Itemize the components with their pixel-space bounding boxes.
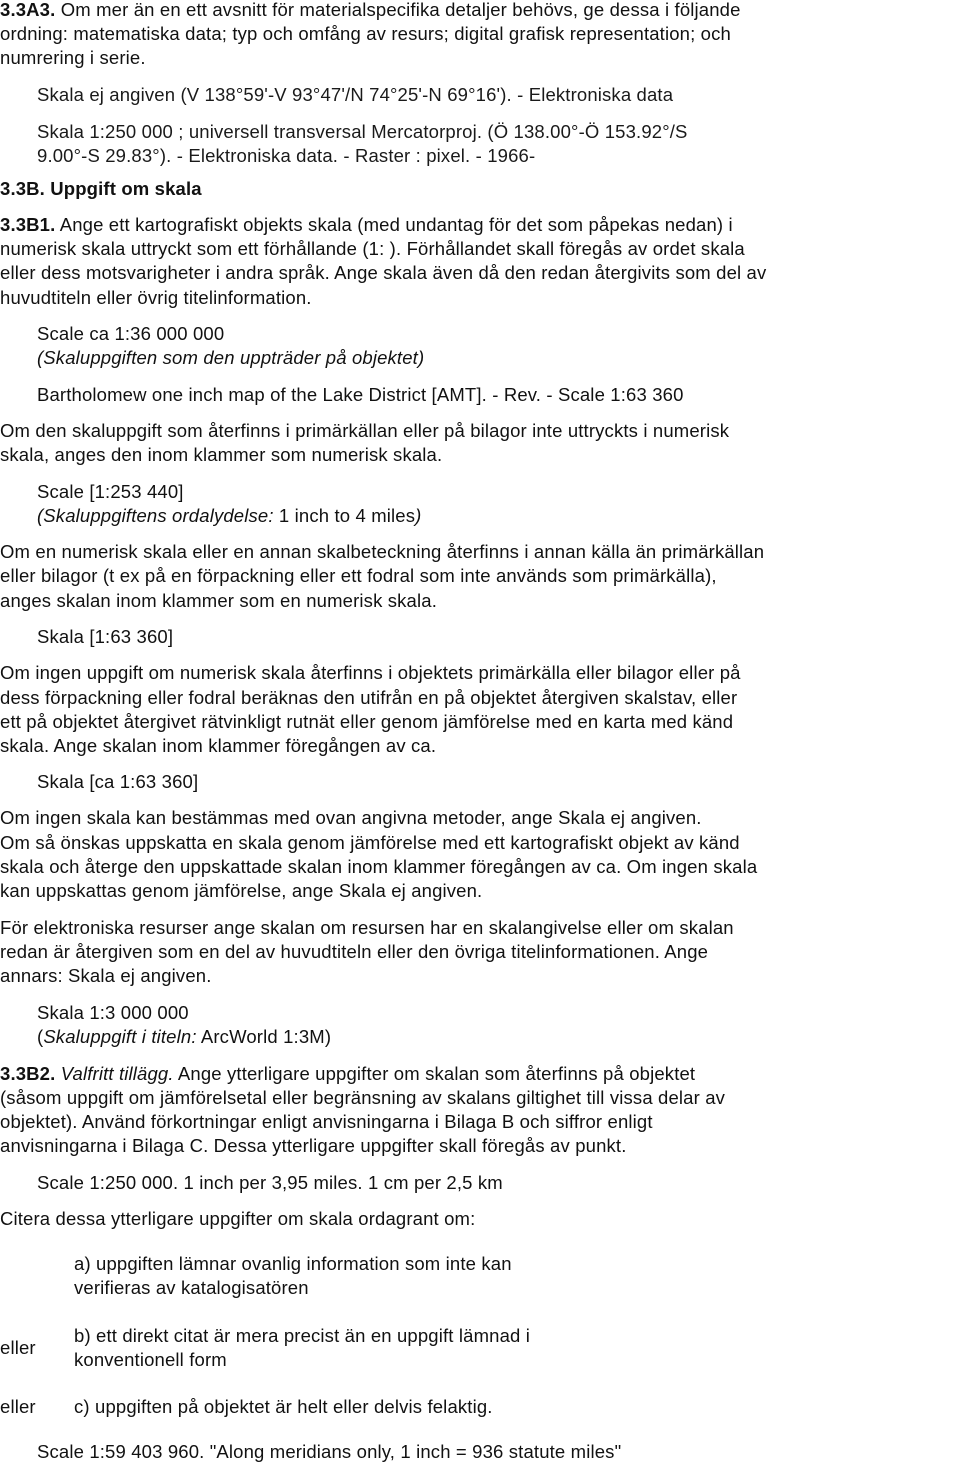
list-item-b-line-2: konventionell form: [74, 1349, 227, 1370]
list-item-a-line-2: verifieras av katalogisatören: [74, 1277, 309, 1298]
paragraph-line: redan är återgiven som en del av huvudtiteln eller den övriga titelinformationen. Ange: [0, 941, 709, 962]
section-3-3b2-line-1: 3.3B2. Valfritt tillägg. Ange ytterligare uppgifter om skalan som återfinns på objektet: [0, 1063, 696, 1084]
paragraph-line: huvudtiteln eller övrig titelinformation.: [0, 287, 312, 308]
section-number: 3.3A3.: [0, 0, 56, 20]
list-connector: eller: [0, 1396, 36, 1417]
paragraph-line: (såsom uppgift om jämförelsetal eller begränsning av skalans giltighet till vissa delar av: [0, 1087, 726, 1108]
example-line: Scale 1:59 403 960. "Along meridians only, 1 inch = 936 statute miles": [37, 1441, 622, 1462]
list-item-b-line-1: b) ett direkt citat är mera precist än en uppgift lämnad i: [74, 1325, 530, 1346]
example-note: (Skaluppgiften som den uppträder på objektet): [37, 347, 425, 368]
paragraph-line: ett på objektet återgivet rätvinkligt rutnät eller genom jämförelse med en karta med känd: [0, 711, 734, 732]
example-note: (Skaluppgiftens ordalydelse: 1 inch to 4 miles): [37, 505, 422, 526]
example-note: (Skaluppgift i titeln: ArcWorld 1:3M): [37, 1026, 332, 1047]
section-title: Valfritt tillägg.: [60, 1063, 174, 1084]
section-3-3b1-line-1: 3.3B1. Ange ett kartografiskt objekts skala (med undantag för det som påpekas nedan) i: [0, 214, 733, 235]
paragraph-line: Om så önskas uppskatta en skala genom jämförelse med ett kartografiskt objekt av känd: [0, 832, 740, 853]
paragraph-line: anges skalan inom klammer som en numerisk skala.: [0, 590, 437, 611]
paragraph-line: annars: Skala ej angiven.: [0, 965, 212, 986]
section-number: 3.3B2.: [0, 1063, 56, 1084]
paragraph-line: objektet). Använd förkortningar enligt anvisningarna i Bilaga B och siffror enligt: [0, 1111, 653, 1132]
example-line: Skala 1:3 000 000: [37, 1002, 189, 1023]
paragraph-line: Om ingen uppgift om numerisk skala återfinns i objektets primärkälla eller bilagor eller på: [0, 662, 741, 683]
list-item-c-line-1: c) uppgiften på objektet är helt eller delvis felaktig.: [74, 1396, 493, 1417]
example-line: Skala ej angiven (V 138°59'-V 93°47'/N 74°25'-N 69°16'). - Elektroniska data: [37, 84, 674, 105]
paragraph-line: dess förpackning eller fodral beräknas den utifrån en på objektet återgiven skalstav, eller: [0, 687, 738, 708]
example-line: Scale ca 1:36 000 000: [37, 323, 225, 344]
example-line: Skala [1:63 360]: [37, 626, 174, 647]
paragraph-line: numerisk skala uttryckt som ett förhållande (1: ). Förhållandet skall föregås av ordet skala: [0, 238, 745, 259]
example-line: Bartholomew one inch map of the Lake District [AMT]. - Rev. - Scale 1:63 360: [37, 384, 684, 405]
example-line: Scale [1:253 440]: [37, 481, 184, 502]
section-heading-3-3b: 3.3B. Uppgift om skala: [0, 178, 202, 199]
list-item-a-line-1: a) uppgiften lämnar ovanlig information som inte kan: [74, 1253, 512, 1274]
paragraph-line: skala, anges den inom klammer som numerisk skala.: [0, 444, 443, 465]
paragraph-line: eller dess motsvarigheter i andra språk. Ange skala även då den redan återgivits som del av: [0, 262, 767, 283]
section-3-3a3-line-1: 3.3A3. Om mer än en ett avsnitt för materialspecifika detaljer behövs, ge dessa i följande: [0, 0, 741, 20]
paragraph-line: Om en numerisk skala eller en annan skalbeteckning återfinns i annan källa än primärkällan: [0, 541, 765, 562]
example-line: Skala [ca 1:63 360]: [37, 771, 199, 792]
example-line: 9.00°-S 29.83°). - Elektroniska data. - Raster : pixel. - 1966-: [37, 145, 536, 166]
paragraph-line: För elektroniska resurser ange skalan om resursen har en skalangivelse eller om skalan: [0, 917, 734, 938]
paragraph-line: Om den skaluppgift som återfinns i primärkällan eller på bilagor inte uttryckts i numerisk: [0, 420, 730, 441]
paragraph-line: skala. Ange skalan inom klammer föregången av ca.: [0, 735, 437, 756]
list-connector: eller: [0, 1337, 36, 1358]
paragraph-line: Citera dessa ytterligare uppgifter om skala ordagrant om:: [0, 1208, 476, 1229]
paragraph-line: anvisningarna i Bilaga C. Dessa ytterligare uppgifter skall föregås av punkt.: [0, 1135, 627, 1156]
example-line: Scale 1:250 000. 1 inch per 3,95 miles. 1 cm per 2,5 km: [37, 1172, 503, 1193]
section-3-3a3-line-2: ordning: matematiska data; typ och omfång av resurs; digital grafisk representation; och: [0, 23, 731, 44]
paragraph-line: Om ingen skala kan bestämmas med ovan angivna metoder, ange Skala ej angiven.: [0, 807, 702, 828]
paragraph-line: skala och återge den uppskattade skalan inom klammer föregången av ca. Om ingen skala: [0, 856, 758, 877]
example-line: Skala 1:250 000 ; universell transversal Mercatorproj. (Ö 138.00°-Ö 153.92°/S: [37, 121, 688, 142]
paragraph-line: kan uppskattas genom jämförelse, ange Skala ej angiven.: [0, 880, 483, 901]
section-number: 3.3B1.: [0, 214, 56, 235]
section-3-3a3-line-3: numrering i serie.: [0, 47, 146, 68]
paragraph-line: eller bilagor (t ex på en förpackning eller ett fodral som inte används som primärkälla),: [0, 565, 717, 586]
